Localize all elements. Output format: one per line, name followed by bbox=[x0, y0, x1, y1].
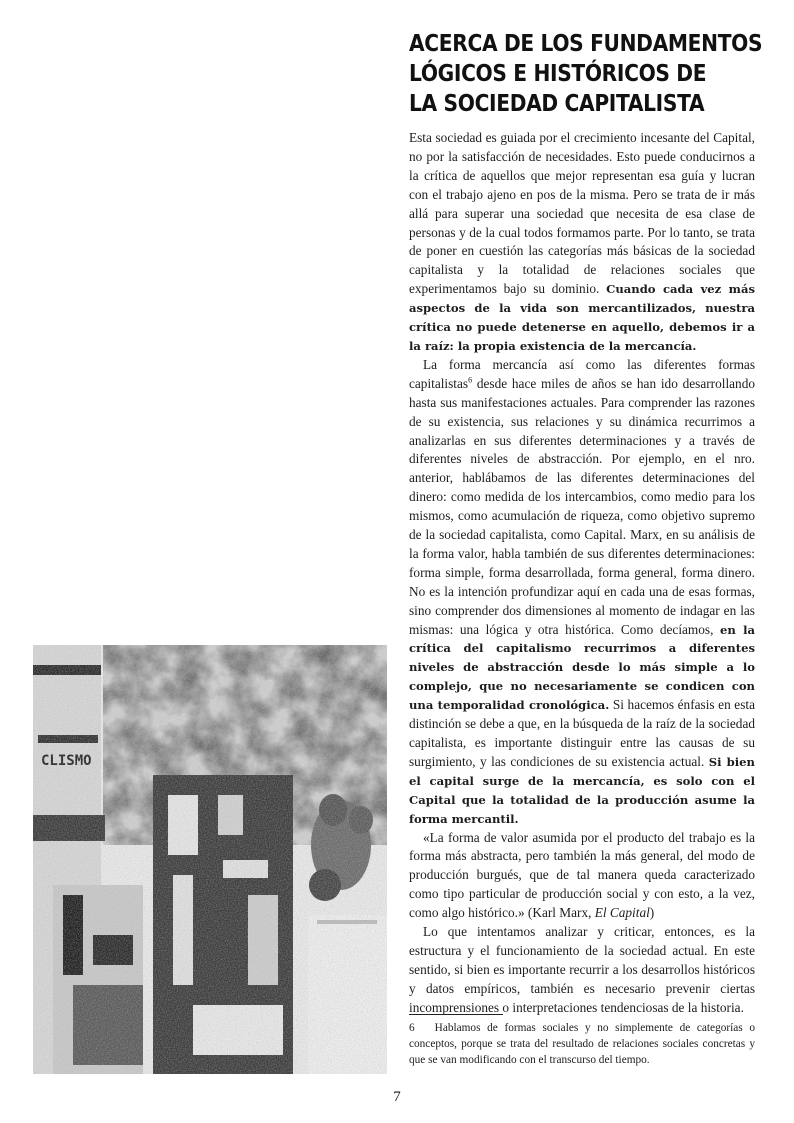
paragraph-text: ) bbox=[649, 905, 655, 921]
footnote-ref: 6 bbox=[468, 375, 473, 385]
title-line: LÓGICOS E HISTÓRICOS DE bbox=[409, 59, 707, 87]
body-paragraph bbox=[409, 923, 755, 1018]
page-number: 7 bbox=[393, 1089, 401, 1105]
body-paragraph bbox=[409, 129, 755, 356]
paragraph-text: La forma mercancía así como las diferentes formas capitalistas bbox=[409, 356, 755, 391]
article-body bbox=[409, 129, 755, 1018]
paragraph-text: Si hacemos énfasis en esta distinción se debe a que, en la búsqueda de la raíz de la sociedad capitalista, es importante distinguir entre las causas de su surgimiento, y las condiciones de su existencia actual. bbox=[409, 697, 755, 769]
paragraph-text: Esta sociedad es guiada por el crecimiento incesante del Capital, no por la satisfacción de necesidades. Esto puede conducirnos a la crítica de aquellos que mejor representan esa guía y lucran con el trabajo ajeno en pos de la misma. Pero se trata de ir más allá para superar una sociedad que necesita de esa clase de personas y de la cual todos formamos parte. Por lo tanto, se trata de poner en cuestión las categorías más básicas de la sociedad capitalista y la totalidad de relaciones sociales que experimentamos bajo su dominio. bbox=[409, 130, 755, 297]
paragraph-text: desde hace miles de años se han ido desarrollando hasta sus manifestaciones actuales. Para comprender las razones de su existencia, sus relaciones y su dinámica recurrimos a analizarlas en sus diferentes determinaciones y a través de diferentes niveles de abstracción. Por ejemplo, en el nro. anterior, hablábamos de las diferentes determinaciones del dinero: como medida de los intercambios, como medio para los mismos, como acumulación de riqueza, como objetivo supremo de la sociedad capitalista, como Capital. Marx, en su análisis de la forma valor, habla también de sus diferentes determinaciones: forma simple, forma desarrollada, forma general, forma dinero. No es la intención profundizar aquí en cada una de esas formas, sino comprender dos dimensiones al momento de indagar en las mismas: una lógica y otra histórica. Como decíamos, bbox=[409, 375, 755, 637]
paragraph-text: Lo que intentamos analizar y criticar, entonces, es la estructura y el funcionamiento de la sociedad actual. En este sentido, si bien es importante recurrir a los desarrollos históricos y datos empíricos, también es necesario prevenir ciertas incomprensiones o interpretaciones tendenciosas de la historia. bbox=[409, 924, 755, 1015]
footnote bbox=[409, 1020, 755, 1068]
body-paragraph bbox=[409, 356, 755, 829]
footnote-rule bbox=[409, 1014, 503, 1015]
footnote-number: 6 bbox=[409, 1022, 415, 1034]
italic-text: El Capital bbox=[594, 905, 650, 921]
body-paragraph bbox=[409, 829, 755, 924]
title-line: LA SOCIEDAD CAPITALISTA bbox=[409, 89, 705, 117]
footnote-text: Hablamos de formas sociales y no simplemente de categorías o conceptos, porque se trata del resultado de relaciones sociales concretas y que se van modificando con el transcurso del tiempo. bbox=[409, 1022, 755, 1066]
title-line: ACERCA DE LOS FUNDAMENTOS bbox=[409, 29, 763, 57]
emphasis-text: Si bien el capital surge de la mercancía, es solo con el Capital que la totalidad de la producción asume la forma mercantil. bbox=[409, 754, 755, 826]
emphasis-text: en la crítica del capitalismo recurrimos a diferentes niveles de abstracción desde lo más simple a lo complejo, que no necesariamente se condicen con una temporalidad cronológica. bbox=[409, 622, 755, 713]
article-title bbox=[409, 28, 763, 118]
paragraph-text: «La forma de valor asumida por el producto del trabajo es la forma más abstracta, pero también la más general, del modo de producción burgués, que de tal manera queda caracterizado como tipo particular de producción social y con esto, a la vez, como algo histórico.» (Karl Marx, bbox=[409, 829, 755, 921]
emphasis-text: Cuando cada vez más aspectos de la vida son mercantilizados, nuestra crítica no puede detenerse en aquello, debemos ir a la raíz: la propia existencia de la mercancía. bbox=[409, 282, 755, 353]
collage-image bbox=[33, 645, 387, 1074]
